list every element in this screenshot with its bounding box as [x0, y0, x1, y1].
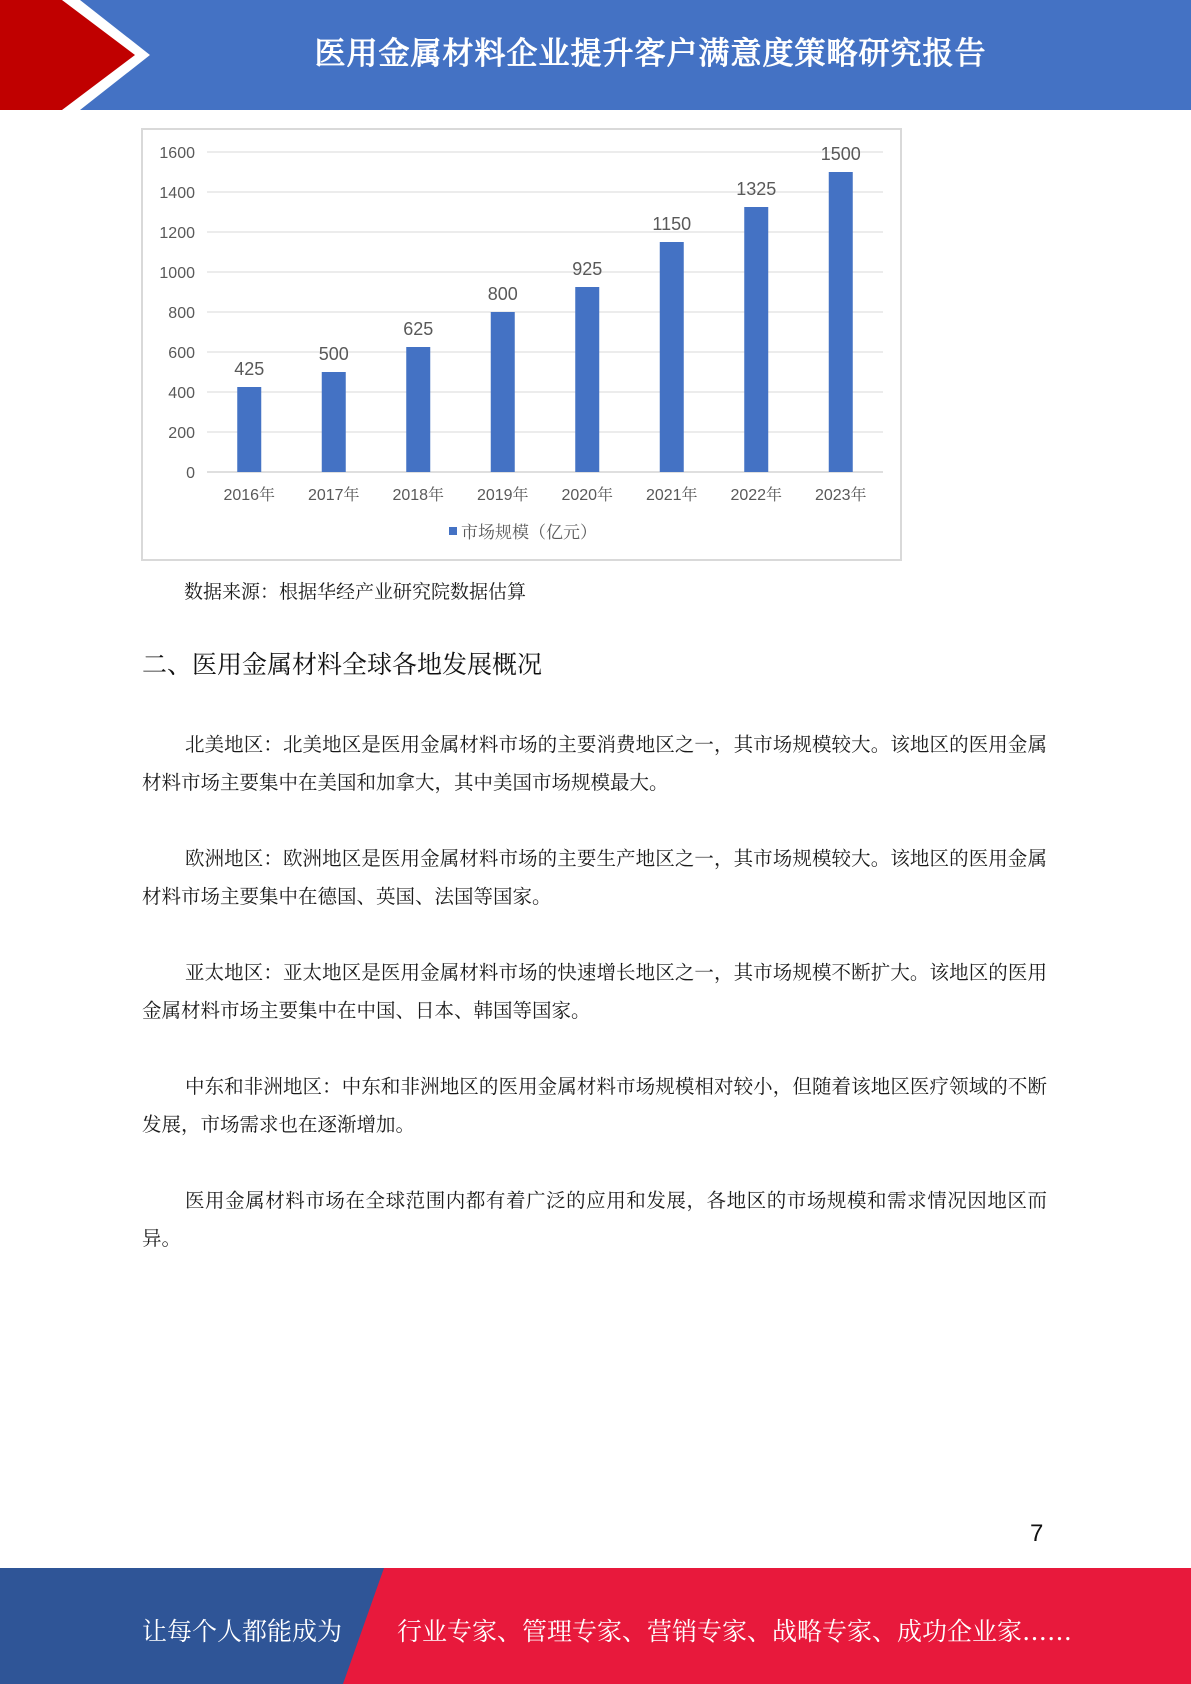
section-heading: 二、医用金属材料全球各地发展概况 [142, 650, 543, 679]
bar [406, 347, 430, 472]
x-tick-label: 2019年 [476, 487, 529, 504]
paragraph-europe: 欧洲地区：欧洲地区是医用金属材料市场的主要生产地区之一，其市场规模较大。该地区的医用金属材料市场主要集中在德国、英国、法国等国家。 [142, 847, 1047, 908]
x-tick-label: 2020年 [561, 487, 614, 504]
x-tick-label: 2017年 [307, 487, 360, 504]
data-label: 500 [318, 344, 349, 364]
y-tick-label: 1600 [159, 145, 195, 162]
bar-chart-svg [143, 130, 900, 559]
page-footer [0, 1568, 1191, 1684]
bar [829, 172, 853, 472]
footer-slogan-left: 让每个人都能成为 [142, 1617, 343, 1646]
bar [237, 387, 261, 472]
chart-source-caption: 数据来源：根据华经产业研究院数据估算 [184, 581, 527, 603]
legend-swatch [449, 527, 457, 535]
x-tick-label: 2023年 [814, 487, 867, 504]
data-label: 625 [403, 319, 434, 339]
y-tick-label: 800 [168, 305, 195, 322]
data-label: 425 [234, 359, 265, 379]
bar [575, 287, 599, 472]
y-tick-label: 400 [168, 385, 195, 402]
paragraph-north-america: 北美地区：北美地区是医用金属材料市场的主要消费地区之一，其市场规模较大。该地区的医用金属材料市场主要集中在美国和加拿大，其中美国市场规模最大。 [142, 733, 1047, 794]
y-tick-label: 600 [168, 345, 195, 362]
page-number: 7 [1030, 1520, 1044, 1547]
data-label: 1500 [820, 144, 861, 164]
data-label: 1150 [652, 214, 692, 234]
report-title: 医用金属材料企业提升客户满意度策略研究报告 [314, 36, 987, 72]
x-tick-label: 2016年 [223, 487, 276, 504]
x-tick-label: 2018年 [392, 487, 445, 504]
bar [744, 207, 768, 472]
x-tick-label: 2022年 [730, 487, 783, 504]
y-tick-label: 1200 [159, 225, 195, 242]
paragraph-middle-east-africa: 中东和非洲地区：中东和非洲地区的医用金属材料市场规模相对较小，但随着该地区医疗领域的不断发展，市场需求也在逐渐增加。 [142, 1075, 1047, 1136]
data-label: 800 [487, 284, 518, 304]
y-tick-label: 1400 [159, 185, 195, 202]
y-tick-label: 200 [168, 425, 195, 442]
x-tick-label: 2021年 [645, 487, 698, 504]
data-label: 925 [572, 259, 603, 279]
bar [660, 242, 684, 472]
market-size-chart [141, 128, 902, 561]
page-header [0, 0, 1191, 110]
legend-label: 市场规模（亿元） [461, 523, 597, 542]
bar [322, 372, 346, 472]
y-tick-label: 0 [186, 465, 195, 482]
y-tick-label: 1000 [159, 265, 195, 282]
data-label: 1325 [736, 179, 777, 199]
paragraph-summary: 医用金属材料市场在全球范围内都有着广泛的应用和发展，各地区的市场规模和需求情况因地区而异。 [142, 1189, 1047, 1250]
footer-slogan-right: 行业专家、管理专家、营销专家、战略专家、成功企业家…… [397, 1617, 1073, 1646]
bar [491, 312, 515, 472]
paragraph-asia-pacific: 亚太地区：亚太地区是医用金属材料市场的快速增长地区之一，其市场规模不断扩大。该地区的医用金属材料市场主要集中在中国、日本、韩国等国家。 [142, 961, 1047, 1022]
